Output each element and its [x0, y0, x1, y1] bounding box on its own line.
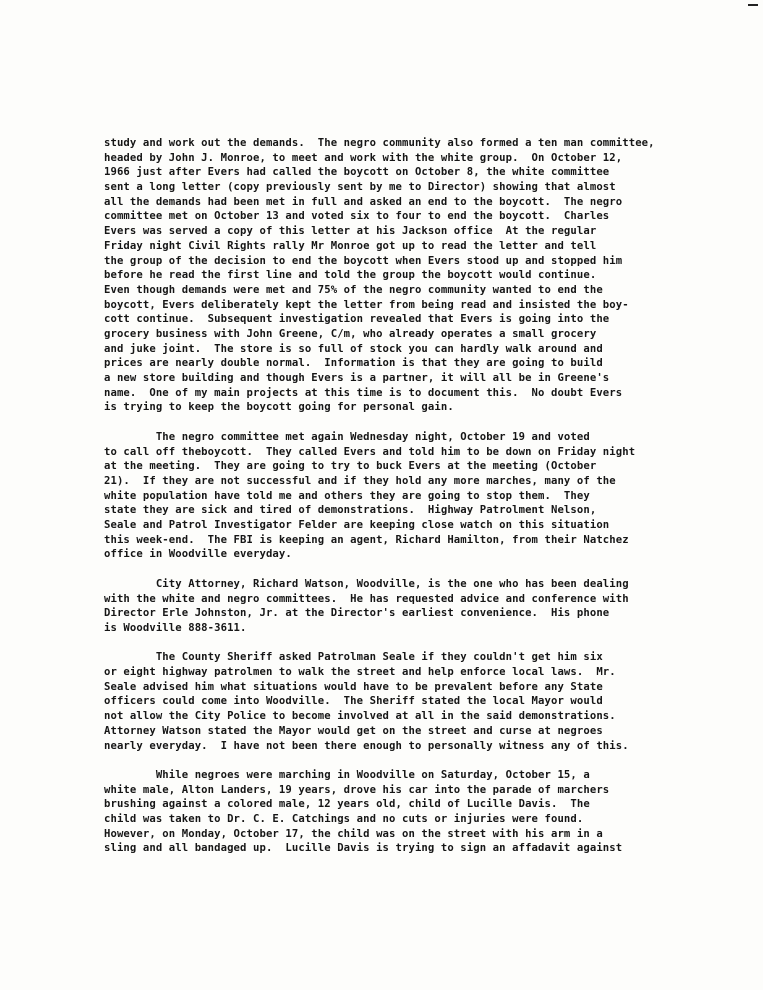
- text-line: cott continue. Subsequent investigation revealed that Evers is going into the: [104, 313, 610, 326]
- text-line: nearly everyday. I have not been there enough to personally witness any of this.: [104, 739, 629, 752]
- text-line: Seale and Patrol Investigator Felder are keeping close watch on this situation: [104, 518, 610, 531]
- text-line: before he read the first line and told the group the boycott would continue.: [104, 269, 597, 282]
- text-line: However, on Monday, October 17, the child was on the street with his arm in a: [104, 827, 603, 840]
- text-line: grocery business with John Greene, C/m, who already operates a small grocery: [104, 327, 597, 340]
- text-line: The County Sheriff asked Patrolman Seale if they couldn't get him six: [104, 651, 603, 664]
- text-line: Attorney Watson stated the Mayor would get on the street and curse at negroes: [104, 724, 603, 737]
- text-line: a new store building and though Evers is a partner, it will all be in Greene's: [104, 372, 610, 384]
- text-line: office in Woodville everyday.: [104, 548, 292, 561]
- paragraph-gap: [104, 753, 744, 768]
- text-line: to call off theboycott. They called Evers and told him to be down on Friday night: [104, 445, 636, 458]
- text-line: committee met on October 13 and voted six to four to end the boycott. Charles: [104, 210, 610, 223]
- text-line: boycott, Evers deliberately kept the letter from being read and insisted the boy-: [104, 298, 629, 311]
- text-line: City Attorney, Richard Watson, Woodville, is the one who has been dealing: [104, 577, 629, 590]
- text-line: Friday night Civil Rights rally Mr Monroe got up to read the letter and tell: [104, 239, 597, 252]
- text-line: name. One of my main projects at this time is to document this. No doubt Evers: [104, 386, 623, 399]
- text-line: is trying to keep the boycott going for personal gain.: [104, 401, 454, 414]
- text-line: child was taken to Dr. C. E. Catchings and no cuts or injuries were found.: [104, 813, 584, 826]
- scan-corner-mark: [748, 4, 758, 6]
- text-line: or eight highway patrolmen to walk the street and help enforce local laws. Mr.: [104, 666, 616, 679]
- text-line: white population have told me and others they are going to stop them. They: [104, 489, 590, 502]
- text-line: brushing against a colored male, 12 years old, child of Lucille Davis. The: [104, 798, 590, 811]
- text-line: at the meeting. They are going to try to buck Evers at the meeting (October: [104, 460, 597, 473]
- text-line: the group of the decision to end the boycott when Evers stood up and stopped him: [104, 254, 623, 267]
- paragraph-gap: [104, 415, 744, 430]
- text-line: sent a long letter (copy previously sent by me to Director) showing that almost: [104, 181, 616, 194]
- text-line: Seale advised him what situations would have to be prevalent before any State: [104, 680, 603, 693]
- document-body: [104, 136, 744, 856]
- text-line: study and work out the demands. The negro community also formed a ten man committee,: [104, 137, 655, 149]
- text-line: all the demands had been met in full and asked an end to the boycott. The negro: [104, 195, 623, 208]
- text-line: Evers was served a copy of this letter at his Jackson office At the regular: [104, 225, 597, 238]
- text-line: sling and all bandaged up. Lucille Davis is trying to sign an affadavit against: [104, 842, 623, 855]
- text-line: not allow the City Police to become involved at all in the said demonstrations.: [104, 710, 616, 723]
- text-line: prices are nearly double normal. Information is that they are going to build: [104, 357, 603, 370]
- text-line: is Woodville 888-3611.: [104, 621, 247, 634]
- text-line: this week-end. The FBI is keeping an agent, Richard Hamilton, from their Natchez: [104, 533, 629, 546]
- paragraph-gap: [104, 562, 744, 577]
- text-line: Even though demands were met and 75% of the negro community wanted to end the: [104, 283, 603, 296]
- text-line: with the white and negro committees. He has requested advice and conference with: [104, 592, 629, 605]
- text-line: state they are sick and tired of demonstrations. Highway Patrolment Nelson,: [104, 504, 597, 517]
- text-line: officers could come into Woodville. The Sheriff stated the local Mayor would: [104, 695, 603, 708]
- text-line: 21). If they are not successful and if they hold any more marches, many of the: [104, 474, 616, 487]
- paragraph-committee-vote: [104, 430, 744, 562]
- paragraph-boycott-history: [104, 136, 744, 415]
- text-line: and juke joint. The store is so full of stock you can hardly walk around and: [104, 342, 603, 355]
- text-line: Director Erle Johnston, Jr. at the Director's earliest convenience. His phone: [104, 607, 610, 620]
- text-line: While negroes were marching in Woodville on Saturday, October 15, a: [104, 769, 590, 781]
- text-line: headed by John J. Monroe, to meet and work with the white group. On October 12,: [104, 151, 623, 164]
- paragraph-county-sheriff: [104, 650, 744, 753]
- text-line: The negro committee met again Wednesday night, October 19 and voted: [104, 430, 590, 443]
- paragraph-city-attorney: [104, 577, 744, 636]
- paragraph-gap: [104, 636, 744, 651]
- paragraph-march-incident: [104, 768, 744, 856]
- text-line: white male, Alton Landers, 19 years, drove his car into the parade of marchers: [104, 783, 610, 796]
- text-line: 1966 just after Evers had called the boycott on October 8, the white committee: [104, 166, 610, 179]
